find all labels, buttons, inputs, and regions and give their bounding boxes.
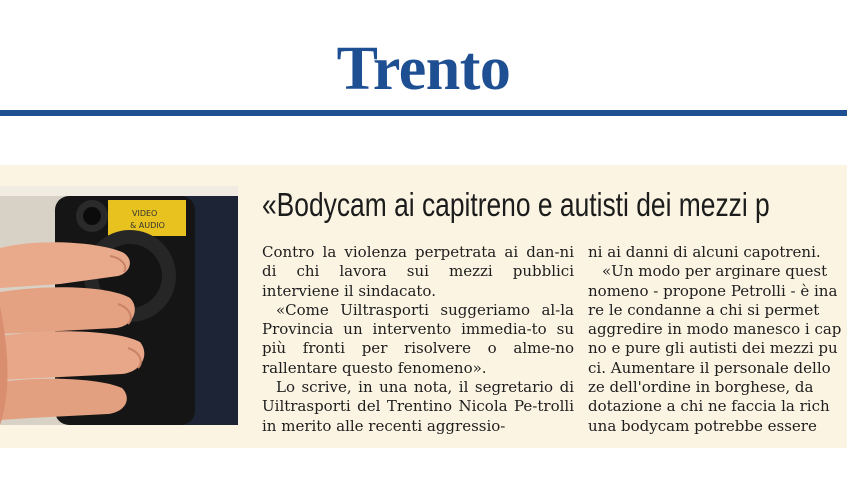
text-line: ci. Aumentare il personale dello: [588, 358, 831, 377]
masthead-title: Trento: [336, 35, 511, 103]
text-line: ze dell'ordine in borghese, da: [588, 378, 814, 397]
text-line: re le condanne a chi si permet: [588, 300, 820, 319]
paragraph: «Come Uiltrasporti suggeriamo al-la Provincia un intervento immedia-to su più fronti per risolvere o alme-no rallentare questo fenomeno».: [262, 300, 574, 377]
text-line: no e pure gli autisti dei mezzi pu: [588, 339, 838, 358]
article-headline: «Bodycam ai capitreno e autisti dei mezzi p: [262, 186, 770, 223]
device-label-video: VIDEO: [132, 209, 158, 218]
paragraph: Lo scrive, in una nota, il segretario di Uiltrasporti del Trentino Nicola Pe-trolli in merito alle recenti aggressio-: [262, 378, 574, 435]
paragraph: Contro la violenza perpetrata ai dan-ni di chi lavora sui mezzi pubblici interviene il sindacato.: [262, 243, 574, 300]
masthead-rule: [0, 110, 847, 116]
device-label-audio: & AUDIO: [130, 221, 165, 230]
text-line: aggredire in modo manesco i cap: [588, 320, 842, 339]
text-line: una bodycam potrebbe essere: [588, 416, 817, 435]
article-column-2: [588, 243, 847, 436]
text-line: nomeno - propone Petrolli - è ina: [588, 281, 838, 300]
text-line: «Un modo per arginare quest: [602, 262, 828, 281]
bodycam-photo: [0, 186, 238, 425]
article-column-1: [262, 243, 574, 436]
text-line: dotazione a chi ne faccia la rich: [588, 397, 830, 416]
text-line: ni ai danni di alcuni capotreni.: [588, 243, 821, 261]
